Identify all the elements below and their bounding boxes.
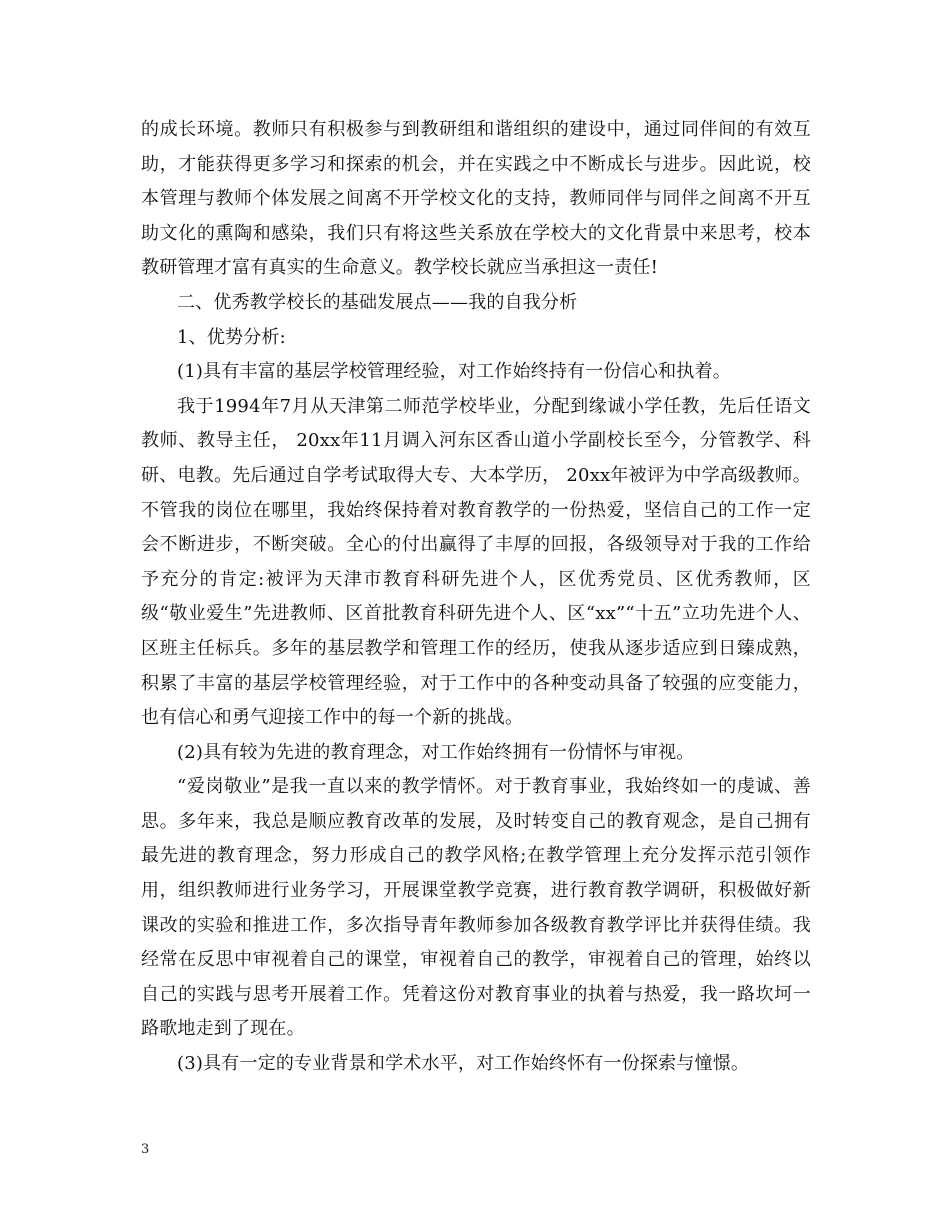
section-heading-self-analysis: 二、优秀教学校长的基础发展点——我的自我分析: [177, 291, 578, 313]
point-heading-2: (2)具有较为先进的教育理念，对工作始终拥有一份情怀与审视。: [177, 741, 695, 763]
subheading-strengths: 1、优势分析:: [177, 326, 286, 348]
paragraph-experience: 我于1994年7月从天津第二师范学校毕业，分配到缘诚小学任教，先后任语文教师、教导主任， 20xx年11月调入河东区香山道小学副校长至今，分管教学、科研、电教。先后通过自学考试取得大专、大本学历， 20xx年被评为中学高级教师。不管我的岗位在哪里，我始终保持着对教育教学的一份热爱，坚信自己的工作一定会不断进步，不断突破。全心的付出赢得了丰厚的回报，各级领导对于我的工作给予充分的肯定:被评为天津市教育科研先进个人，区优秀党员、区优秀教师，区级“敬业爱生”先进教师、区首批教育科研先进个人、区“xx”“十五”立功先进个人、区班主任标兵。多年的基层教学和管理工作的经历，使我从逐步适应到日臻成熟，积累了丰富的基层学校管理经验，对于工作中的各种变动具备了较强的应变能力，也有信心和勇气迎接工作中的每一个新的挑战。: [141, 395, 811, 729]
page-number: 3: [141, 1142, 150, 1157]
point-heading-1: (1)具有丰富的基层学校管理经验，对工作始终持有一份信心和执着。: [177, 361, 731, 383]
point-heading-3: (3)具有一定的专业背景和学术水平，对工作始终怀有一份探索与憧憬。: [177, 1053, 750, 1075]
paragraph-philosophy: “爱岗敬业”是我一直以来的教学情怀。对于教育事业，我始终如一的虔诚、善思。多年来，我总是顺应教育改革的发展，及时转变自己的教育观念，是自己拥有最先进的教育理念，努力形成自己的教学风格;在教学管理上充分发挥示范引领作用，组织教师进行业务学习，开展课堂教学竞赛，进行教育教学调研，积极做好新课改的实验和推进工作，多次指导青年教师参加各级教育教学评比并获得佳绩。我经常在反思中审视着自己的课堂，审视着自己的教学，审视着自己的管理，始终以自己的实践与思考开展着工作。凭着这份对教育事业的执着与热爱，我一路坎坷一路歌地走到了现在。: [141, 776, 811, 1040]
document-body: [141, 113, 811, 1082]
paragraph-intro-continuation: 的成长环境。教师只有积极参与到教研组和谐组织的建设中，通过同伴间的有效互助，才能获得更多学习和探索的机会，并在实践之中不断成长与进步。因此说，校本管理与教师个体发展之间离不开学校文化的支持，教师同伴与同伴之间离不开互助文化的熏陶和感染，我们只有将这些关系放在学校大的文化背景中来思考，校本教研管理才富有真实的生命意义。教学校长就应当承担这一责任!: [141, 119, 811, 279]
